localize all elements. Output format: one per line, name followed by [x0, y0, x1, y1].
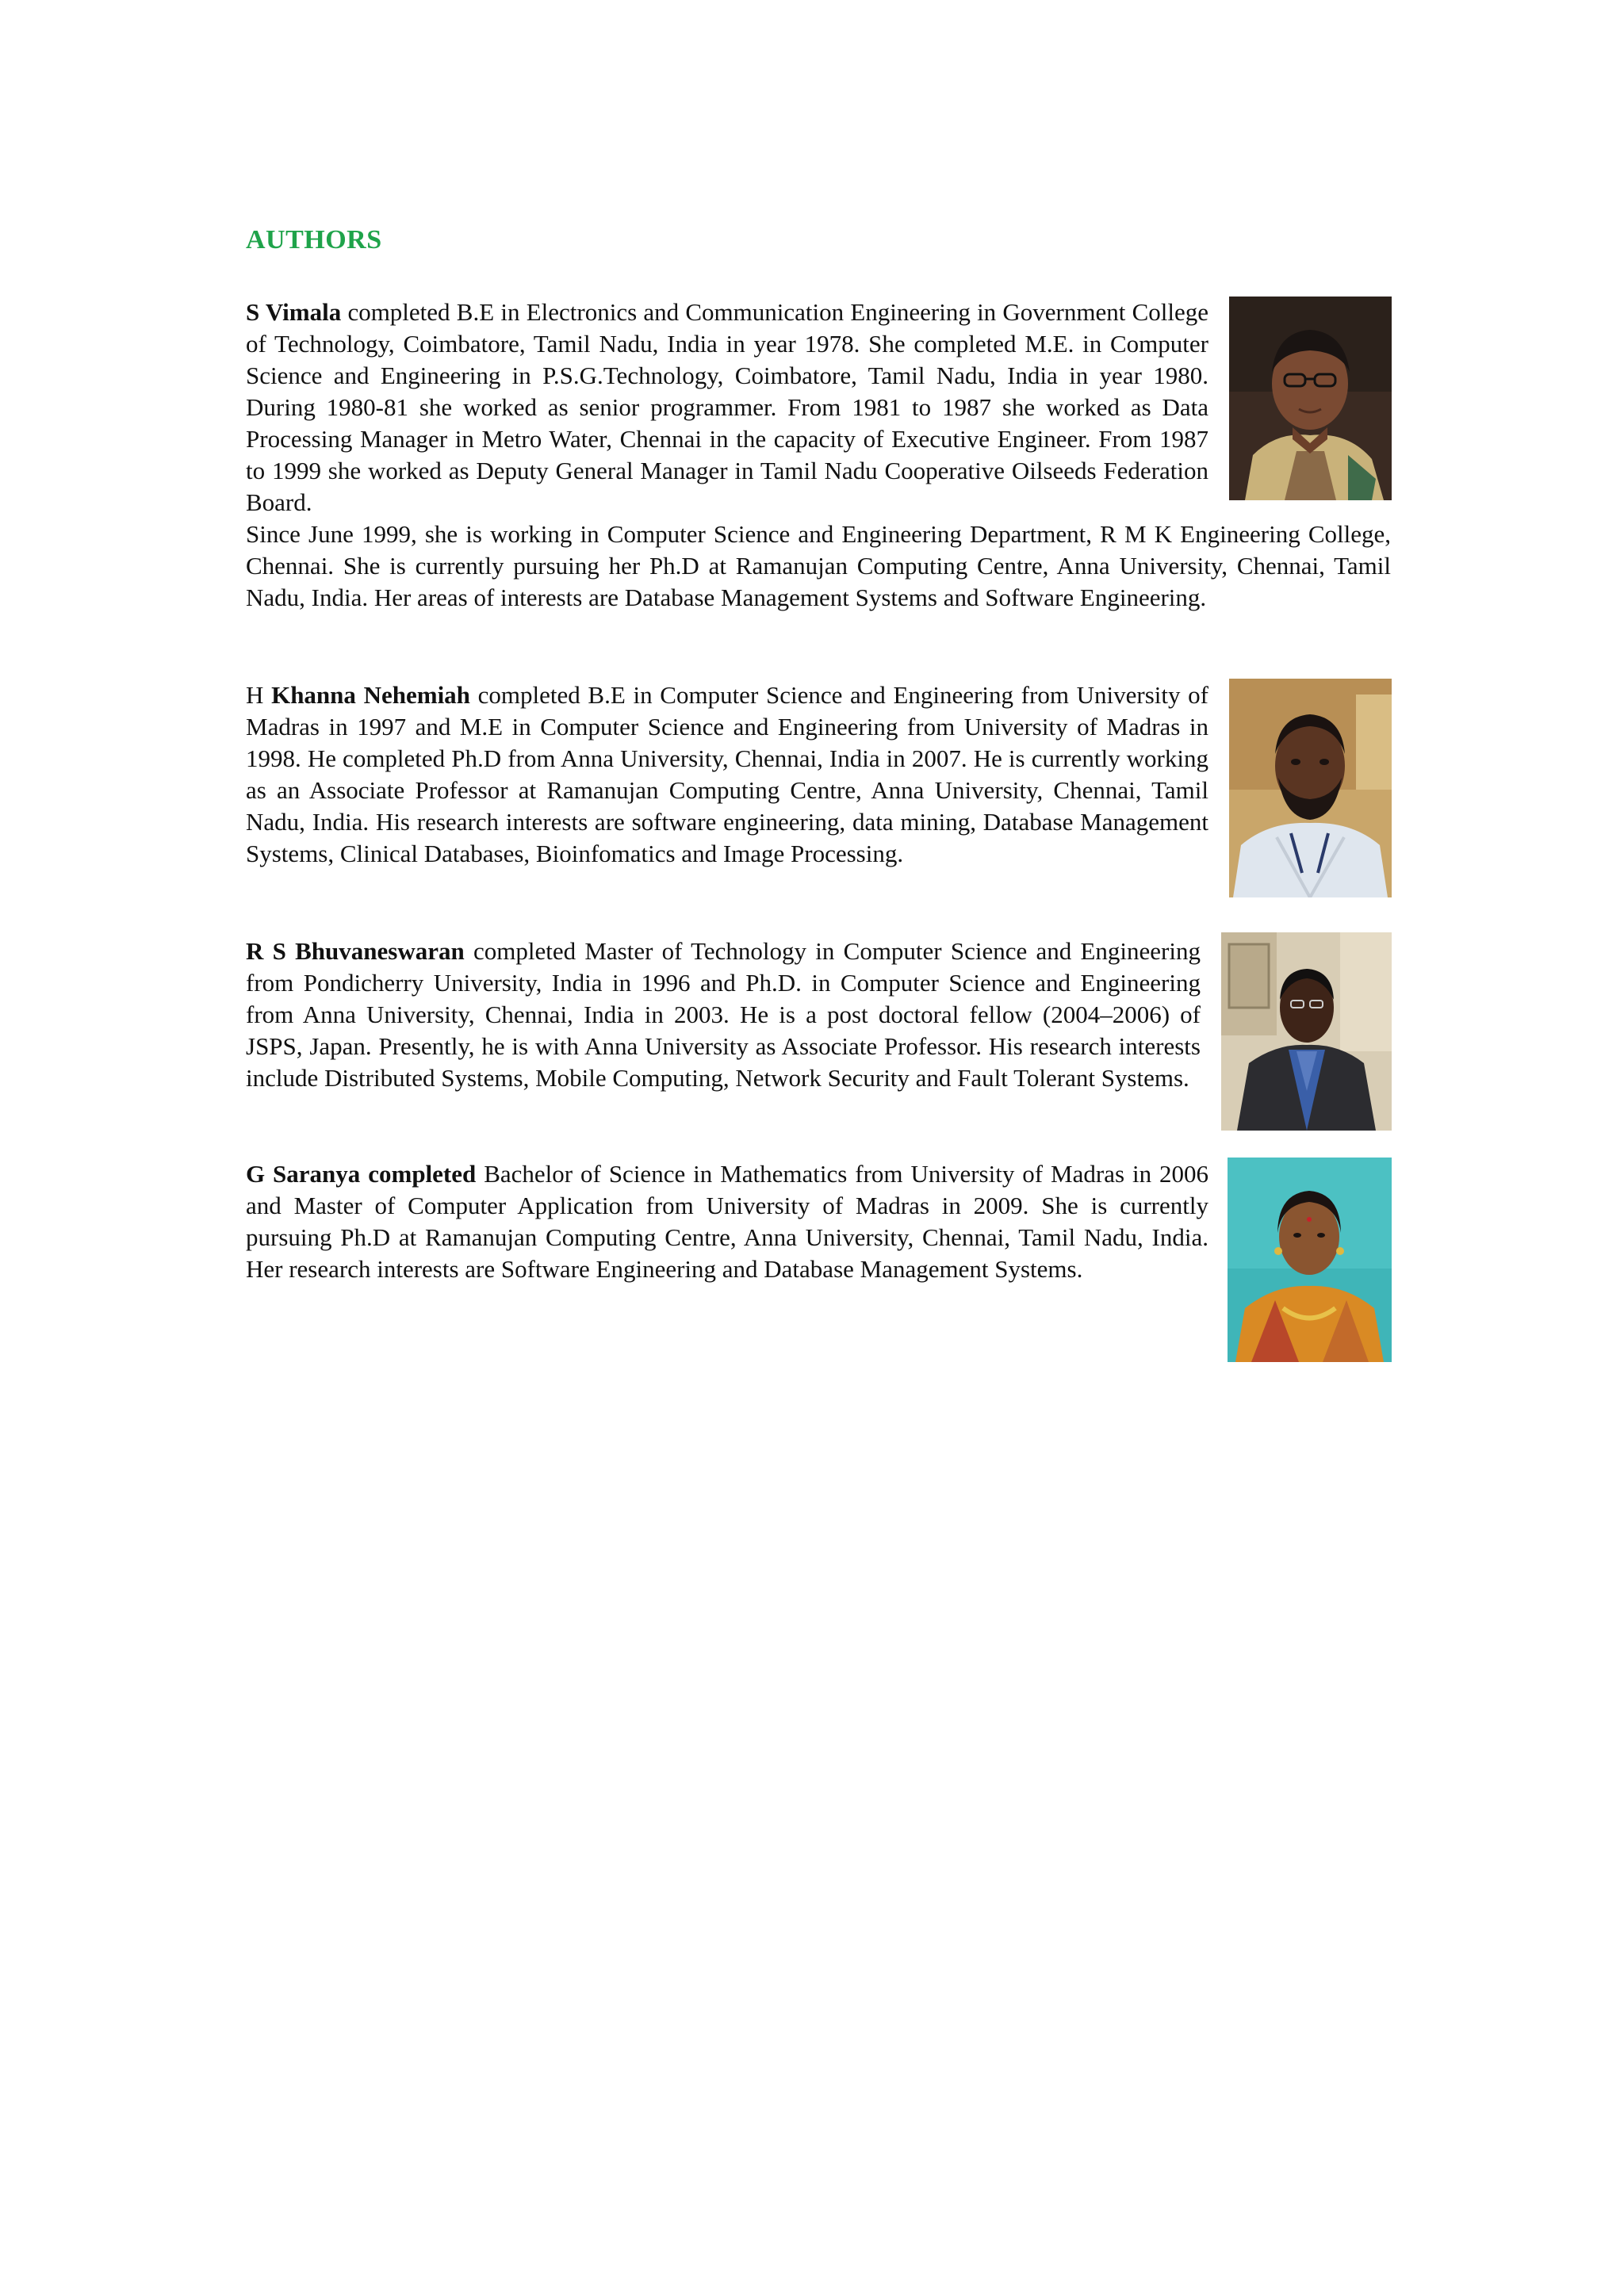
author-name-prefix: H [246, 681, 264, 709]
author-bio-text: Since June 1999, she is working in Computer Science and Engineering Department, R M K Engineering College, Chennai. She is currently pursuing her Ph.D at Ramanujan Computing Centre, Anna University, Chennai, Tamil Nadu, India. Her areas of interests are Database Management Systems and Software Engineering. [246, 520, 1391, 611]
author-bio-text: completed B.E in Computer Science and Engineering from University of Madras in 1997 and M.E in Computer Science and Engineering from University of Madras in 1998. He completed Ph.D from Anna University, Chennai, India in 2007. He is currently working as an Associate Professor at Ramanujan Computing Centre, Anna University, Chennai, Tamil Nadu, India. His research interests are software engineering, data mining, Database Management Systems, Clinical Databases, Bioinfomatics and Image Processing. [246, 681, 1208, 867]
author-bio-saranya [246, 1158, 1208, 1285]
author-name: S Vimala [246, 298, 342, 326]
author-bio-vimala [246, 297, 1208, 519]
author-photo-khanna-nehemiah [1229, 679, 1392, 897]
author-photo-vimala [1229, 297, 1392, 500]
author-name: R S Bhuvaneswaran [246, 937, 465, 965]
section-heading: AUTHORS [246, 225, 382, 254]
author-photo-bhuvaneswaran [1221, 932, 1392, 1131]
author-name: G Saranya completed [246, 1160, 477, 1188]
author-bio-khanna-nehemiah [246, 679, 1208, 870]
author-bio-text: completed Master of Technology in Computer Science and Engineering from Pondicherry University, India in 1996 and Ph.D. in Computer Science and Engineering from Anna University, Chennai, India in 2003. He is a post doctoral fellow (2004–2006) of JSPS, Japan. Presently, he is with Anna University as Associate Professor. His research interests include Distributed Systems, Mobile Computing, Network Security and Fault Tolerant Systems. [246, 937, 1201, 1092]
author-bio-bhuvaneswaran [246, 936, 1201, 1094]
author-photo-saranya [1228, 1158, 1392, 1362]
author-bio-text: completed B.E in Electronics and Communication Engineering in Government College of Technology, Coimbatore, Tamil Nadu, India in year 1978. She completed M.E. in Computer Science and Engineering in P.S.G.Technology, Coimbatore, Tamil Nadu, India in year 1980. During 1980-81 she worked as senior programmer. From 1981 to 1987 she worked as Data Processing Manager in Metro Water, Chennai in the capacity of Executive Engineer. From 1987 to 1999 she worked as Deputy General Manager in Tamil Nadu Cooperative Oilseeds Federation Board. [246, 298, 1209, 516]
author-name: Khanna Nehemiah [271, 681, 470, 709]
author-bio-vimala-continued [246, 519, 1391, 614]
author-bio-text: Bachelor of Science in Mathematics from University of Madras in 2006 and Master of Computer Application from University of Madras in 2009. She is currently pursuing Ph.D at Ramanujan Computing Centre, Anna University, Chennai, Tamil Nadu, India. Her research interests are Software Engineering and Database Management Systems. [246, 1160, 1209, 1283]
